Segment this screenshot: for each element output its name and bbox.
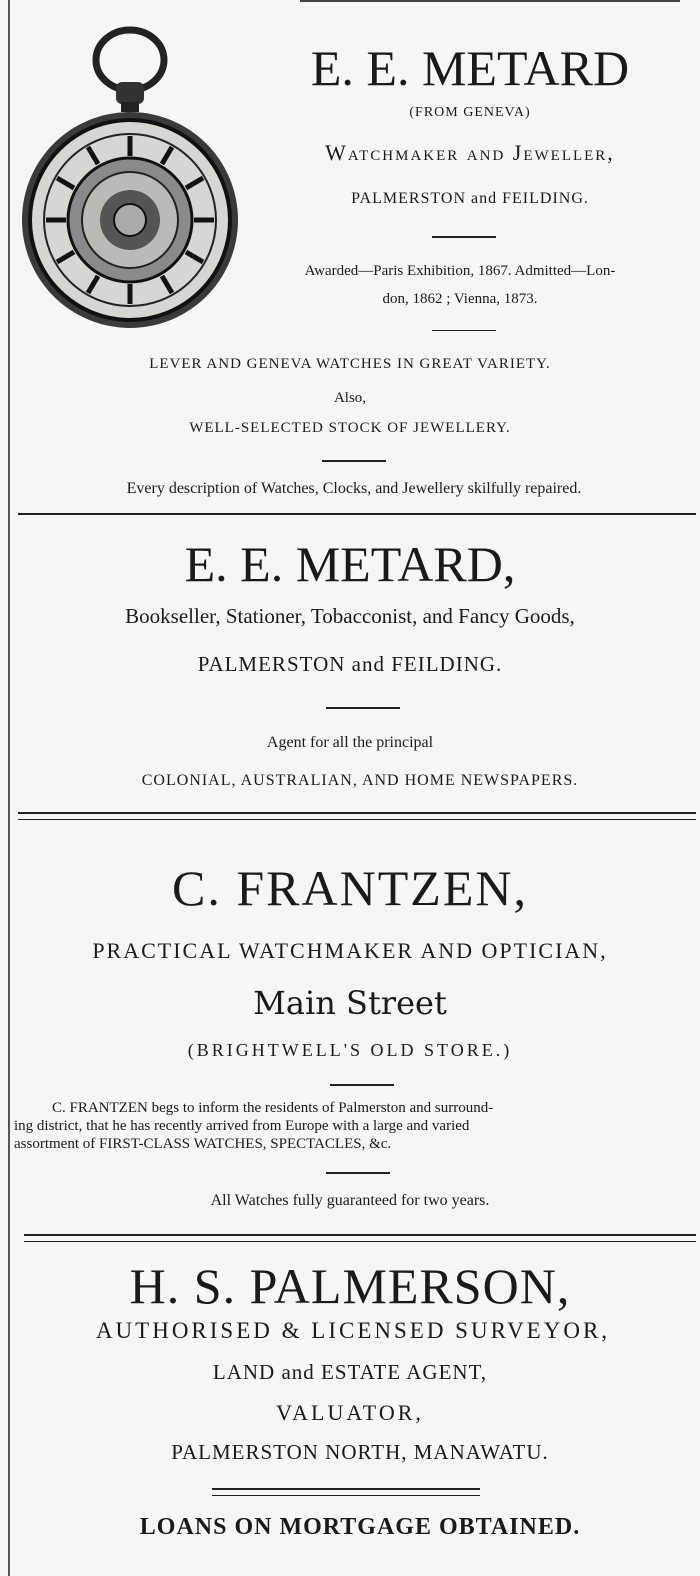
ad2-papers: COLONIAL, AUSTRALIAN, AND HOME NEWSPAPERS. <box>141 772 579 789</box>
ad1-origin: (FROM GENEVA) <box>409 105 531 120</box>
ad1-stock-line2: WELL-SELECTED STOCK OF JEWELLERY. <box>189 420 511 436</box>
top-rule <box>300 0 680 2</box>
ad3-body-line1: C. FRANTZEN begs to inform the residents of Palmerston and surround- <box>52 1100 494 1116</box>
ad1-name: E. E. METARD <box>310 40 630 96</box>
ad3-guarantee: All Watches fully guaranteed for two years. <box>210 1192 490 1209</box>
ad3-store: (BRIGHTWELL'S OLD STORE.) <box>187 1040 513 1060</box>
ad4-address: PALMERSTON NORTH, MANAWATU. <box>171 1440 549 1464</box>
ad-separator <box>18 812 696 820</box>
ad4-title: AUTHORISED & LICENSED SURVEYOR, <box>95 1318 611 1343</box>
divider <box>330 1084 394 1086</box>
ad2-trades: Bookseller, Stationer, Tobacconist, and Fancy Goods, <box>125 604 575 628</box>
ad-separator <box>18 513 696 515</box>
divider <box>326 707 400 709</box>
divider <box>432 236 496 238</box>
ad2-agent: Agent for all the principal <box>266 734 434 751</box>
ad3-body-line2: ing district, that he has recently arrived from Europe with a large and varied <box>14 1118 470 1134</box>
ad4-name: H. S. PALMERSON, <box>129 1258 571 1314</box>
divider <box>212 1488 480 1496</box>
ad2-towns: PALMERSTON and FEILDING. <box>197 652 503 676</box>
divider <box>326 1172 390 1174</box>
ad4-valuator: VALUATOR, <box>276 1400 424 1425</box>
ad1-repairs: Every description of Watches, Clocks, and Jewellery skilfully repaired. <box>126 480 582 497</box>
ad2-name: E. E. METARD, <box>184 536 516 592</box>
ad-separator <box>24 1234 696 1242</box>
ad1-stock-also: Also, <box>333 390 367 406</box>
ad3-name: C. FRANTZEN, <box>172 860 528 916</box>
ad1-awards-line2: don, 1862 ; Vienna, 1873. <box>382 291 538 307</box>
ad1-towns: PALMERSTON and FEILDING. <box>351 190 589 207</box>
ad4-loans: LOANS ON MORTGAGE OBTAINED. <box>139 1514 581 1540</box>
ad1-awards-line1: Awarded—Paris Exhibition, 1867. Admitted—Lon- <box>304 263 616 279</box>
ad3-body-line3: assortment of FIRST-CLASS WATCHES, SPECTACLES, &c. <box>14 1136 392 1152</box>
divider <box>432 330 496 331</box>
ad1-stock-line1: LEVER AND GENEVA WATCHES IN GREAT VARIETY. <box>149 356 551 372</box>
ad3-street: Main Street <box>253 984 447 1022</box>
pocket-watch-icon <box>18 24 243 334</box>
divider <box>322 460 386 462</box>
ad4-agent: LAND and ESTATE AGENT, <box>212 1360 488 1384</box>
ad3-trade: PRACTICAL WATCHMAKER AND OPTICIAN, <box>92 938 608 963</box>
ad1-trade: Watchmaker and Jeweller, <box>325 140 615 165</box>
